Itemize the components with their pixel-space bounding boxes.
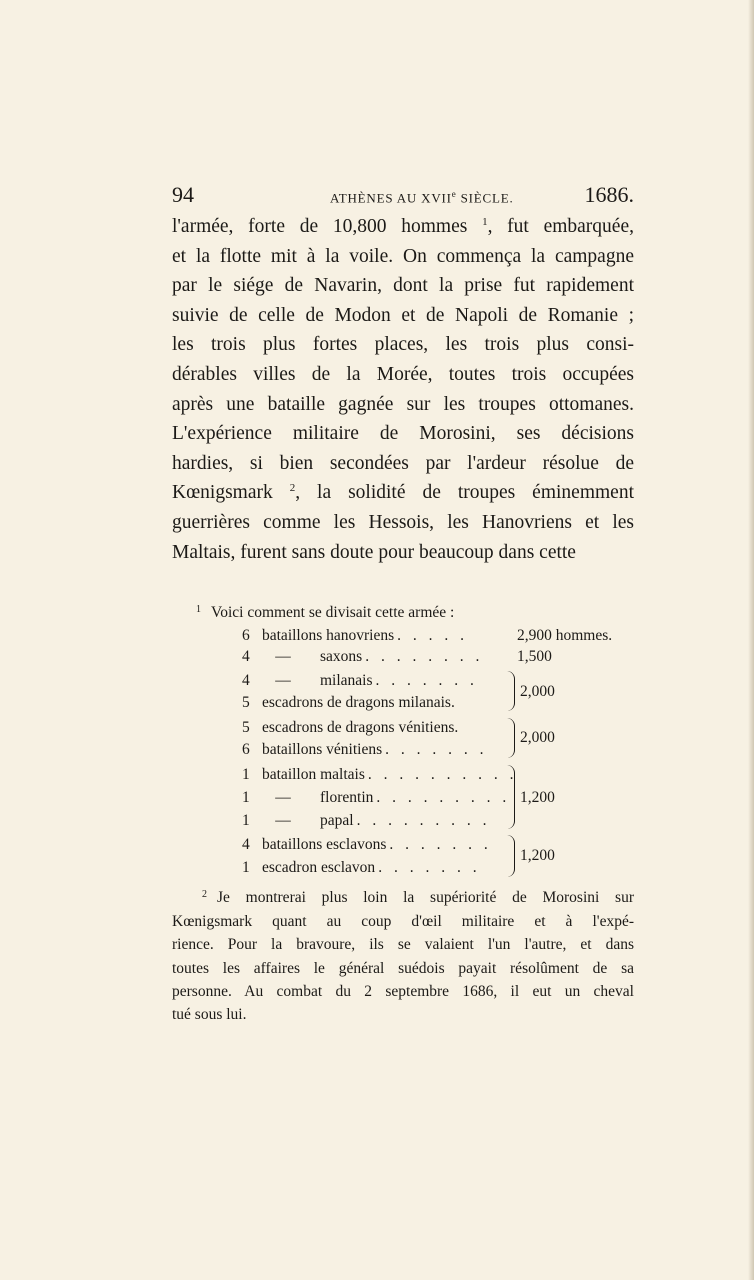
row-leader: . . . . . . . . <box>365 648 484 666</box>
army-row <box>242 786 511 809</box>
army-table <box>172 624 634 877</box>
running-title-sup: e <box>451 189 457 199</box>
brace <box>505 765 515 829</box>
row-leader: . . . . . . . . . . <box>367 766 518 784</box>
brace <box>505 835 515 877</box>
row-name: bataillons vénitiens <box>262 741 383 759</box>
text-line: par le siége de Navarin, dont la prise fut rapidement <box>172 275 634 297</box>
header-year: 1686. <box>584 182 634 207</box>
row-leader: . . . . . . . . . <box>356 812 491 830</box>
row-name: escadrons de dragons milanais. <box>262 694 455 712</box>
footnote-line: personne. Au combat du 2 septembre 1686, il eut un cheval <box>172 983 634 1001</box>
army-row <box>242 738 502 761</box>
group-total: 1,200 <box>520 847 555 865</box>
row-leader: . . . . . . . <box>378 859 481 877</box>
army-row <box>242 669 502 692</box>
row-name: saxons <box>320 648 363 666</box>
army-row <box>242 809 502 832</box>
brace <box>505 718 515 758</box>
footnote-line: rience. Pour la bravoure, ils se valaient l'un l'autre, et dans <box>172 936 634 954</box>
running-title <box>330 189 514 206</box>
row-dash: — <box>275 812 291 830</box>
footnote-2 <box>172 883 634 1026</box>
row-total: 1,500 <box>517 648 552 666</box>
army-row <box>242 691 502 714</box>
brace <box>505 671 515 711</box>
army-row <box>242 716 502 739</box>
footnote-marker: 1 <box>196 604 201 615</box>
text-line: hardies, si bien secondées par l'ardeur résolue de <box>172 452 634 474</box>
row-qty: 4 <box>242 836 250 854</box>
running-title-end: SIÈCLE. <box>456 190 514 206</box>
text-line: et la flotte mit à la voile. On commença la campagne <box>172 245 634 267</box>
row-qty: 6 <box>242 741 250 759</box>
row-qty: 4 <box>242 648 250 666</box>
row-qty: 1 <box>242 766 250 784</box>
text-line: guerrières comme les Hessois, les Hanovriens et les <box>172 511 634 533</box>
footnote-intro: Voici comment se divisait cette armée : <box>211 604 455 621</box>
text-line <box>172 212 634 242</box>
footnotes <box>172 598 634 1027</box>
footnote-line <box>172 883 634 909</box>
row-leader: . . . . . <box>397 627 469 645</box>
row-qty: 6 <box>242 627 250 645</box>
text-segment: , fut embarquée, <box>487 216 634 237</box>
page-edge <box>748 0 754 1280</box>
text-segment: Kœnigsmark <box>172 482 290 504</box>
footnote-ref-1[interactable]: 1 <box>482 216 488 228</box>
row-name: escadrons de dragons vénitiens. <box>262 719 459 737</box>
row-name: bataillon maltais <box>262 766 365 784</box>
text-line: après une bataille gagnée sur les troupes ottomanes. <box>172 393 634 415</box>
row-qty: 1 <box>242 789 250 807</box>
row-name: florentin <box>320 789 374 807</box>
group-total: 2,000 <box>520 683 555 701</box>
row-dash: — <box>275 648 291 666</box>
running-title-text: ATHÈNES AU XVII <box>330 190 452 206</box>
main-text <box>172 212 634 567</box>
footnote-line: Kœnigsmark quant au coup d'œil militaire et à l'expé- <box>172 912 634 930</box>
group-total: 2,000 <box>520 729 555 747</box>
row-name: milanais <box>320 672 373 690</box>
row-dash: — <box>275 672 291 690</box>
row-qty: 1 <box>242 859 250 877</box>
row-leader: . . . . . . . <box>385 741 488 759</box>
text-line: les trois plus fortes places, les trois plus consi- <box>172 334 634 356</box>
text-line: suivie de celle de Modon et de Napoli de Romanie ; <box>172 304 634 326</box>
row-name: bataillons hanovriens <box>262 627 395 645</box>
footnote-text: Je montrerai plus loin la supériorité de Morosini sur <box>217 889 634 907</box>
row-qty: 5 <box>242 694 250 712</box>
text-line <box>172 478 634 508</box>
footnote-ref-2[interactable]: 2 <box>289 482 296 495</box>
row-dash: — <box>275 789 291 807</box>
footnote-marker: 2 <box>202 889 207 901</box>
row-qty: 5 <box>242 719 250 737</box>
row-leader: . . . . . . . <box>375 672 478 690</box>
army-row <box>242 763 518 786</box>
text-segment: l'armée, forte de 10,800 hommes <box>172 216 483 237</box>
row-leader: . . . . . . . . . <box>376 789 511 807</box>
row-name: bataillons esclavons <box>262 836 387 854</box>
group-total: 1,200 <box>520 789 555 807</box>
row-qty: 4 <box>242 672 250 690</box>
text-line: dérables villes de la Morée, toutes trois occupées <box>172 363 634 385</box>
running-header <box>172 180 634 214</box>
text-segment: , la solidité de troupes éminemment <box>295 482 634 504</box>
footnote-1 <box>172 598 634 624</box>
army-row <box>242 833 502 856</box>
army-row <box>242 856 502 879</box>
row-name: escadron esclavon <box>262 859 376 877</box>
army-row <box>242 624 502 647</box>
army-row <box>242 645 502 668</box>
text-line: L'expérience militaire de Morosini, ses décisions <box>172 423 634 445</box>
row-leader: . . . . . . . <box>389 836 492 854</box>
page-number: 94 <box>172 182 194 207</box>
footnote-line: tué sous lui. <box>172 1006 247 1024</box>
row-qty: 1 <box>242 812 250 830</box>
text-line: Maltais, furent sans doute pour beaucoup dans cette <box>172 541 576 563</box>
row-total: 2,900 hommes. <box>517 627 613 645</box>
footnote-line: toutes les affaires le général suédois payait résolûment de sa <box>172 959 634 977</box>
row-name: papal <box>320 812 354 830</box>
